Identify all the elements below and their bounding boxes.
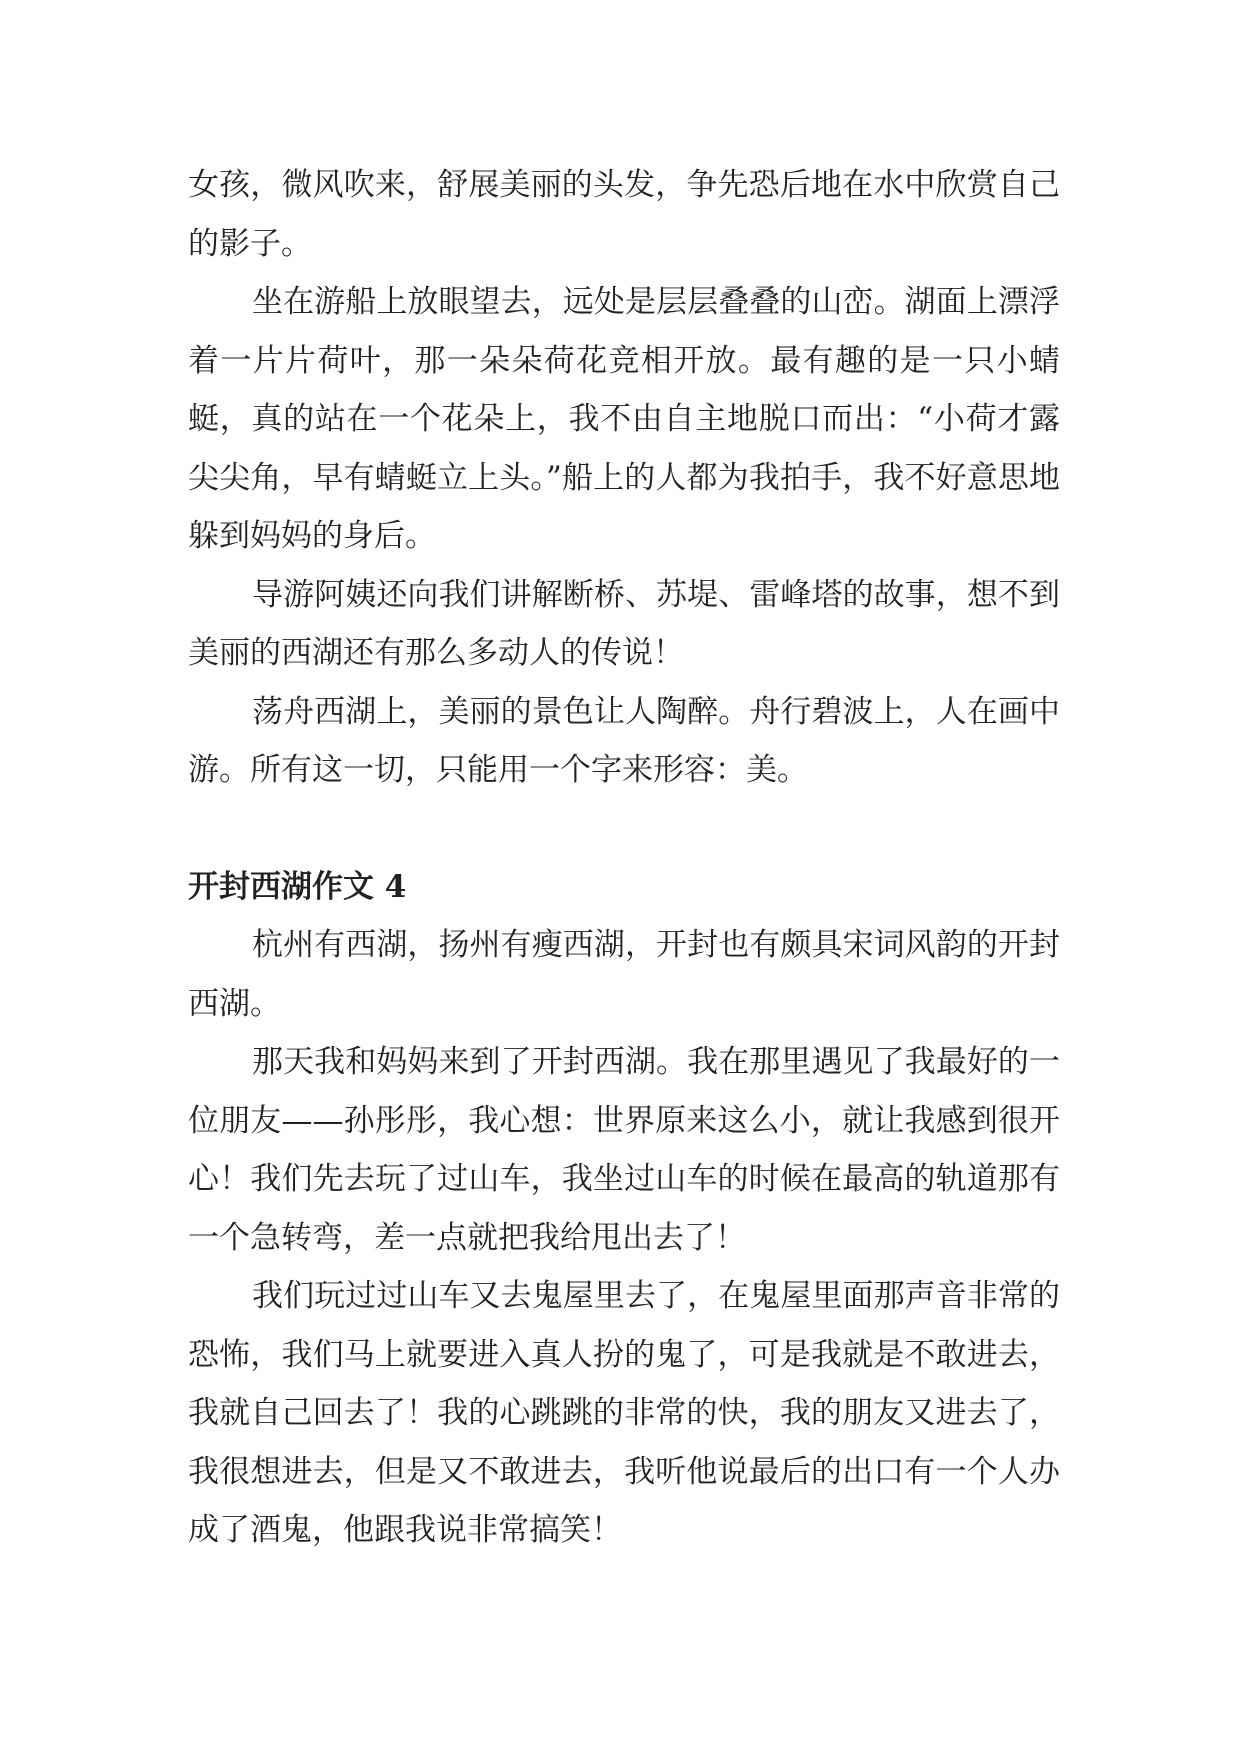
document-body xyxy=(188,156,1060,1560)
paragraph-intro: 杭州有西湖，扬州有瘦西湖，开封也有颇具宋词风韵的开封西湖。 xyxy=(188,927,1060,1022)
paragraph-continued: 女孩，微风吹来，舒展美丽的头发，争先恐后地在水中欣赏自己的影子。 xyxy=(188,167,1060,262)
paragraph-conclusion: 荡舟西湖上，美丽的景色让人陶醉。舟行碧波上，人在画中游。所有这一切，只能用一个字来形容：美。 xyxy=(188,693,1060,788)
paragraph-roller-coaster: 那天我和妈妈来到了开封西湖。我在那里遇见了我最好的一位朋友——孙彤彤，我心想：世界原来这么小，就让我感到很开心！我们先去玩了过山车，我坐过山车的时候在最高的轨道那有一个急转弯，差一点就把我给甩出去了！ xyxy=(188,1044,1060,1256)
paragraph-haunted-house: 我们玩过过山车又去鬼屋里去了，在鬼屋里面那声音非常的恐怖，我们马上就要进入真人扮的鬼了，可是我就是不敢进去，我就自己回去了！我的心跳跳的非常的快，我的朋友又进去了，我很想进去，但是又不敢进去，我听他说最后的出口有一个人办成了酒鬼，他跟我说非常搞笑！ xyxy=(188,1278,1060,1548)
paragraph-boat-view: 坐在游船上放眼望去，远处是层层叠叠的山峦。湖面上漂浮着一片片荷叶，那一朵朵荷花竞相开放。最有趣的是一只小蜻蜓，真的站在一个花朵上，我不由自主地脱口而出：“小荷才露尖尖角，早有蜻蜓立上头。”船上的人都为我拍手，我不好意思地躲到妈妈的身后。 xyxy=(188,284,1060,554)
section-title: 开封西湖作文 4 xyxy=(188,868,407,905)
paragraph-tour-guide: 导游阿姨还向我们讲解断桥、苏堤、雷峰塔的故事，想不到美丽的西湖还有那么多动人的传说！ xyxy=(188,576,1060,671)
